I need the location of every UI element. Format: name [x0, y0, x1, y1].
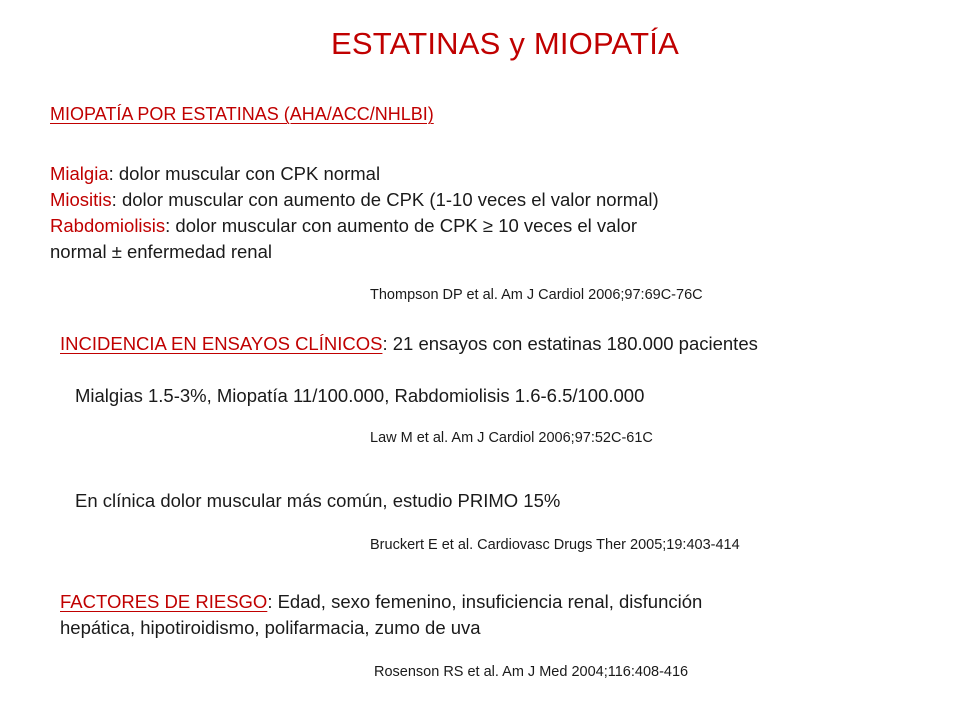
clinical-line: En clínica dolor muscular más común, estudio PRIMO 15% — [75, 490, 561, 511]
term-miositis: Miositis — [50, 189, 112, 210]
definition-text: : dolor muscular con aumento de CPK ≥ 10 veces el valor — [165, 215, 638, 236]
risk-factors-continuation: hepática, hipotiroidismo, polifarmacia, zumo de uva — [60, 617, 481, 638]
slide-title: ESTATINAS y MIOPATÍA — [331, 26, 679, 61]
reference-rosenson: Rosenson RS et al. Am J Med 2004;116:408-416 — [374, 664, 689, 680]
reference-thompson: Thompson DP et al. Am J Cardiol 2006;97:69C-76C — [370, 287, 703, 303]
heading-text: : 21 ensayos con estatinas 180.000 pacientes — [382, 333, 758, 354]
definition-continuation: normal ± enfermedad renal — [50, 241, 272, 262]
reference-law: Law M et al. Am J Cardiol 2006;97:52C-61C — [370, 430, 653, 446]
definition-mialgia — [50, 161, 380, 187]
definition-miositis — [50, 187, 659, 213]
heading-label: INCIDENCIA EN ENSAYOS CLÍNICOS — [60, 333, 383, 354]
definition-text: : dolor muscular con aumento de CPK (1-10 veces el valor normal) — [111, 189, 659, 210]
section-heading-factores — [60, 589, 702, 615]
term-mialgia: Mialgia — [50, 163, 109, 184]
definition-text: : dolor muscular con CPK normal — [108, 163, 381, 184]
term-rabdomiolisis: Rabdomiolisis — [50, 215, 166, 236]
reference-bruckert: Bruckert E et al. Cardiovasc Drugs Ther 2005;19:403-414 — [370, 537, 740, 553]
definition-rabdomiolisis — [50, 213, 637, 239]
section-heading-miopatia: MIOPATÍA POR ESTATINAS (AHA/ACC/NHLBI) — [50, 104, 434, 124]
incidence-line: Mialgias 1.5-3%, Miopatía 11/100.000, Rabdomiolisis 1.6-6.5/100.000 — [75, 385, 645, 406]
heading-label: FACTORES DE RIESGO — [60, 591, 268, 612]
section-heading-incidencia — [60, 331, 758, 357]
heading-text: : Edad, sexo femenino, insuficiencia renal, disfunción — [267, 591, 703, 612]
